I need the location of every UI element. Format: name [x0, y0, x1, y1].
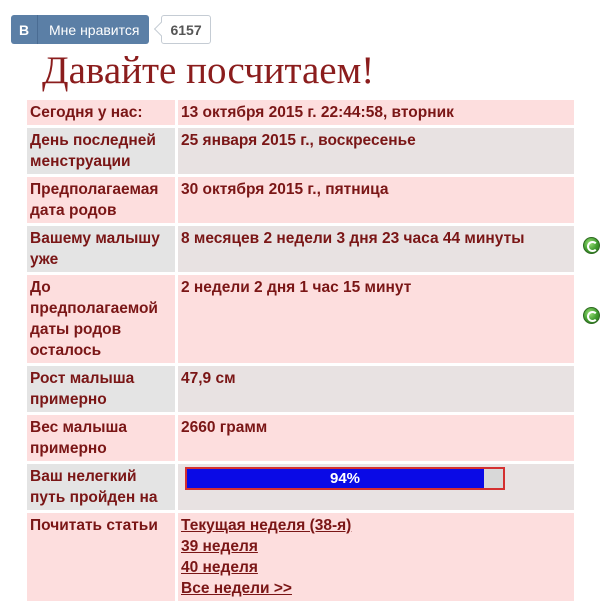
link-all-weeks[interactable]: Все недели >>: [181, 580, 292, 597]
row-baby-age-label: Вашему малышу уже: [27, 226, 175, 272]
row-today-value: 13 октября 2015 г. 22:44:58, вторник: [178, 100, 574, 125]
vk-like-count: 6157: [161, 15, 210, 44]
row-remaining: [27, 275, 574, 363]
vk-like-widget: [11, 15, 211, 44]
row-baby-age-value: 8 месяцев 2 недели 3 дня 23 часа 44 минуты: [178, 226, 574, 272]
row-progress: [27, 464, 574, 510]
row-remaining-value: 2 недели 2 дня 1 час 15 минут: [178, 275, 574, 363]
row-last-period-label: День последней менструации: [27, 128, 175, 174]
row-height: [27, 366, 574, 412]
row-baby-age: [27, 226, 574, 272]
link-week-39[interactable]: 39 неделя: [181, 538, 258, 555]
vk-logo-icon: В: [11, 15, 38, 44]
page-title: Давайте посчитаем!: [42, 49, 375, 92]
row-weight-label: Вес малыша примерно: [27, 415, 175, 461]
pregnancy-calculator-table: [24, 97, 577, 604]
refresh-icon[interactable]: [583, 307, 600, 324]
row-due-date-label: Предполагаемая дата родов: [27, 177, 175, 223]
row-weight-value: 2660 грамм: [178, 415, 574, 461]
row-due-date-value: 30 октября 2015 г., пятница: [178, 177, 574, 223]
row-due-date: [27, 177, 574, 223]
row-progress-label: Ваш нелегкий путь пройден на: [27, 464, 175, 510]
row-height-label: Рост малыша примерно: [27, 366, 175, 412]
vk-like-button[interactable]: [11, 15, 149, 44]
row-today: [27, 100, 574, 125]
refresh-icon[interactable]: [583, 237, 600, 254]
row-last-period-value: 25 января 2015 г., воскресенье: [178, 128, 574, 174]
progress-bar-text: 94%: [329, 470, 361, 487]
row-articles-links: [178, 513, 574, 601]
row-today-label: Сегодня у нас:: [27, 100, 175, 125]
row-last-period: [27, 128, 574, 174]
row-articles-label: Почитать статьи: [27, 513, 175, 601]
row-progress-value: [178, 464, 574, 510]
row-weight: [27, 415, 574, 461]
row-articles: [27, 513, 574, 601]
row-height-value: 47,9 см: [178, 366, 574, 412]
link-current-week[interactable]: Текущая неделя (38-я): [181, 517, 352, 534]
link-week-40[interactable]: 40 неделя: [181, 559, 258, 576]
row-remaining-label: До предполагаемой даты родов осталось: [27, 275, 175, 363]
progress-bar: [185, 467, 505, 490]
vk-like-label: Мне нравится: [49, 21, 140, 38]
